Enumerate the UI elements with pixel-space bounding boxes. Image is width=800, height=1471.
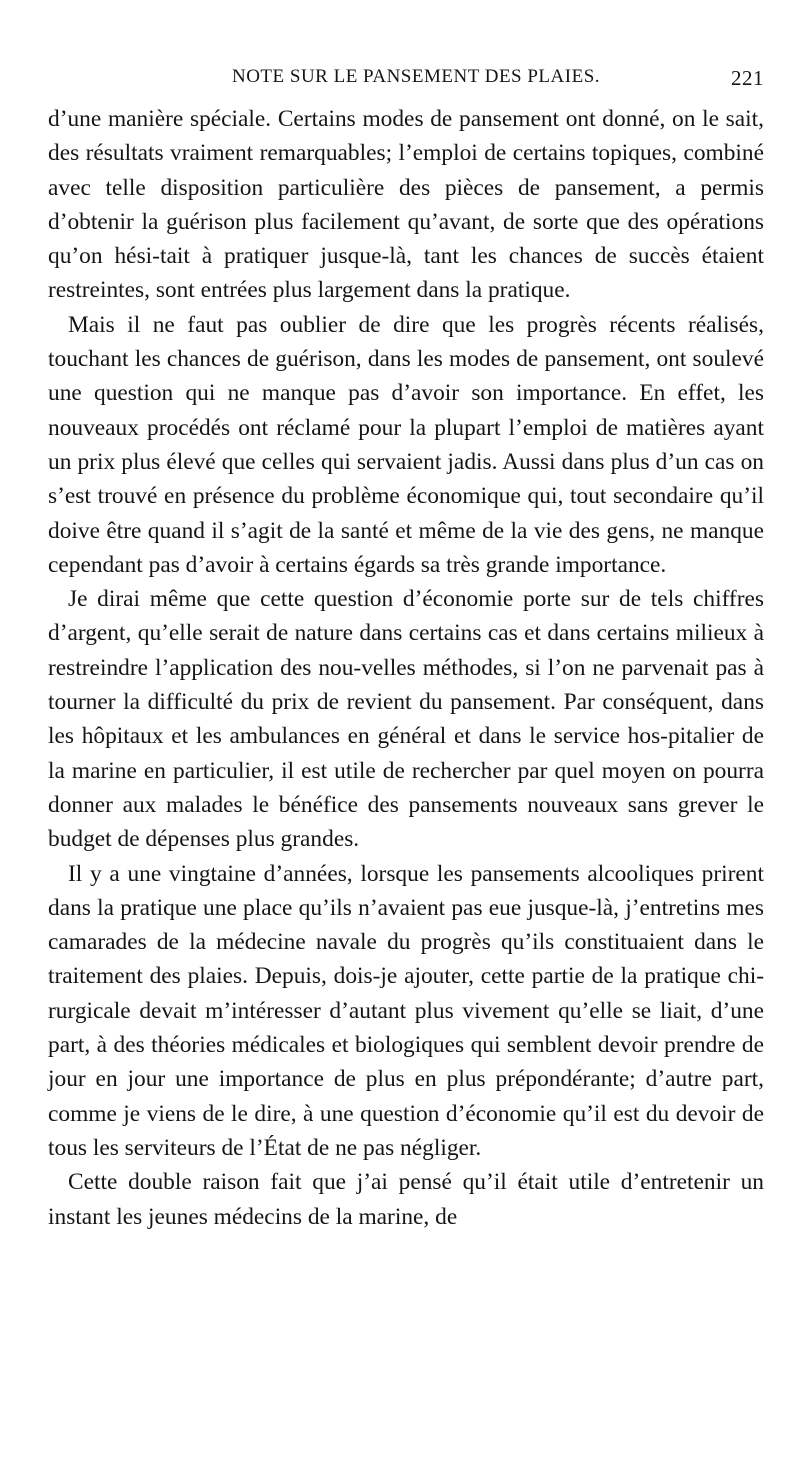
running-head bbox=[48, 58, 764, 102]
paragraph-1: d’une manière spéciale. Certains modes de pansement ont donné, on le sait, des résultats vraiment remarquables; l’emploi de certains topiques, combiné avec telle disposition particulière des pièces de pansement, a permis d’obtenir la guérison plus facilement qu’avant, de sorte que des opérations qu’on hési-tait à pratiquer jusque-là, tant les chances de succès étaient restreintes, sont entrées plus largement dans la pratique. bbox=[48, 106, 764, 304]
paragraph-4: Il y a une vingtaine d’années, lorsque les pansements alcooliques prirent dans la pratique une place qu’ils n’avaient pas eue jusque-là, j’entretins mes camarades de la médecine navale du progrès qu’ils constituaient dans le traitement des plaies. Depuis, dois-je ajouter, cette partie de la pratique chi-rurgicale devait m’intéresser d’autant plus vivement qu’elle se liait, d’une part, à des théories médicales et biologiques qui semblent devoir prendre de jour en jour une importance de plus en plus prépondérante; d’autre part, comme je viens de le dire, à une question d’économie qu’il est du devoir de tous les serviteurs de l’État de ne pas négliger. bbox=[48, 860, 764, 1161]
body-text bbox=[48, 102, 764, 1234]
page-number: 221 bbox=[731, 66, 764, 90]
paragraph-2: Mais il ne faut pas oublier de dire que les progrès récents réalisés, touchant les chances de guérison, dans les modes de pansement, ont soulevé une question qui ne manque pas d’avoir son importance. En effet, les nouveaux procédés ont réclamé pour la plupart l’emploi de matières ayant un prix plus élevé que celles qui servaient jadis. Aussi dans plus d’un cas on s’est trouvé en présence du problème économique qui, tout secondaire qu’il doive être quand il s’agit de la santé et même de la vie des gens, ne manque cependant pas d’avoir à certains égards sa très grande importance. bbox=[48, 311, 764, 578]
book-page bbox=[48, 58, 764, 1234]
paragraph-5: Cette double raison fait que j’ai pensé qu’il était utile d’entretenir un instant les jeunes médecins de la marine, de bbox=[48, 1169, 764, 1230]
running-title: NOTE SUR LE PANSEMENT DES PLAIES. bbox=[231, 66, 601, 87]
paragraph-3: Je dirai même que cette question d’économie porte sur de tels chiffres d’argent, qu’elle serait de nature dans certains cas et dans certains milieux à restreindre l’application des nou-velles méthodes, si l’on ne parvenait pas à tourner la difficulté du prix de revient du pansement. Par conséquent, dans les hôpitaux et les ambulances en général et dans le service hos-pitalier de la marine en particulier, il est utile de rechercher par quel moyen on pourra donner aux malades le bénéfice des pansements nouveaux sans grever le budget de dépenses plus grandes. bbox=[48, 586, 764, 853]
